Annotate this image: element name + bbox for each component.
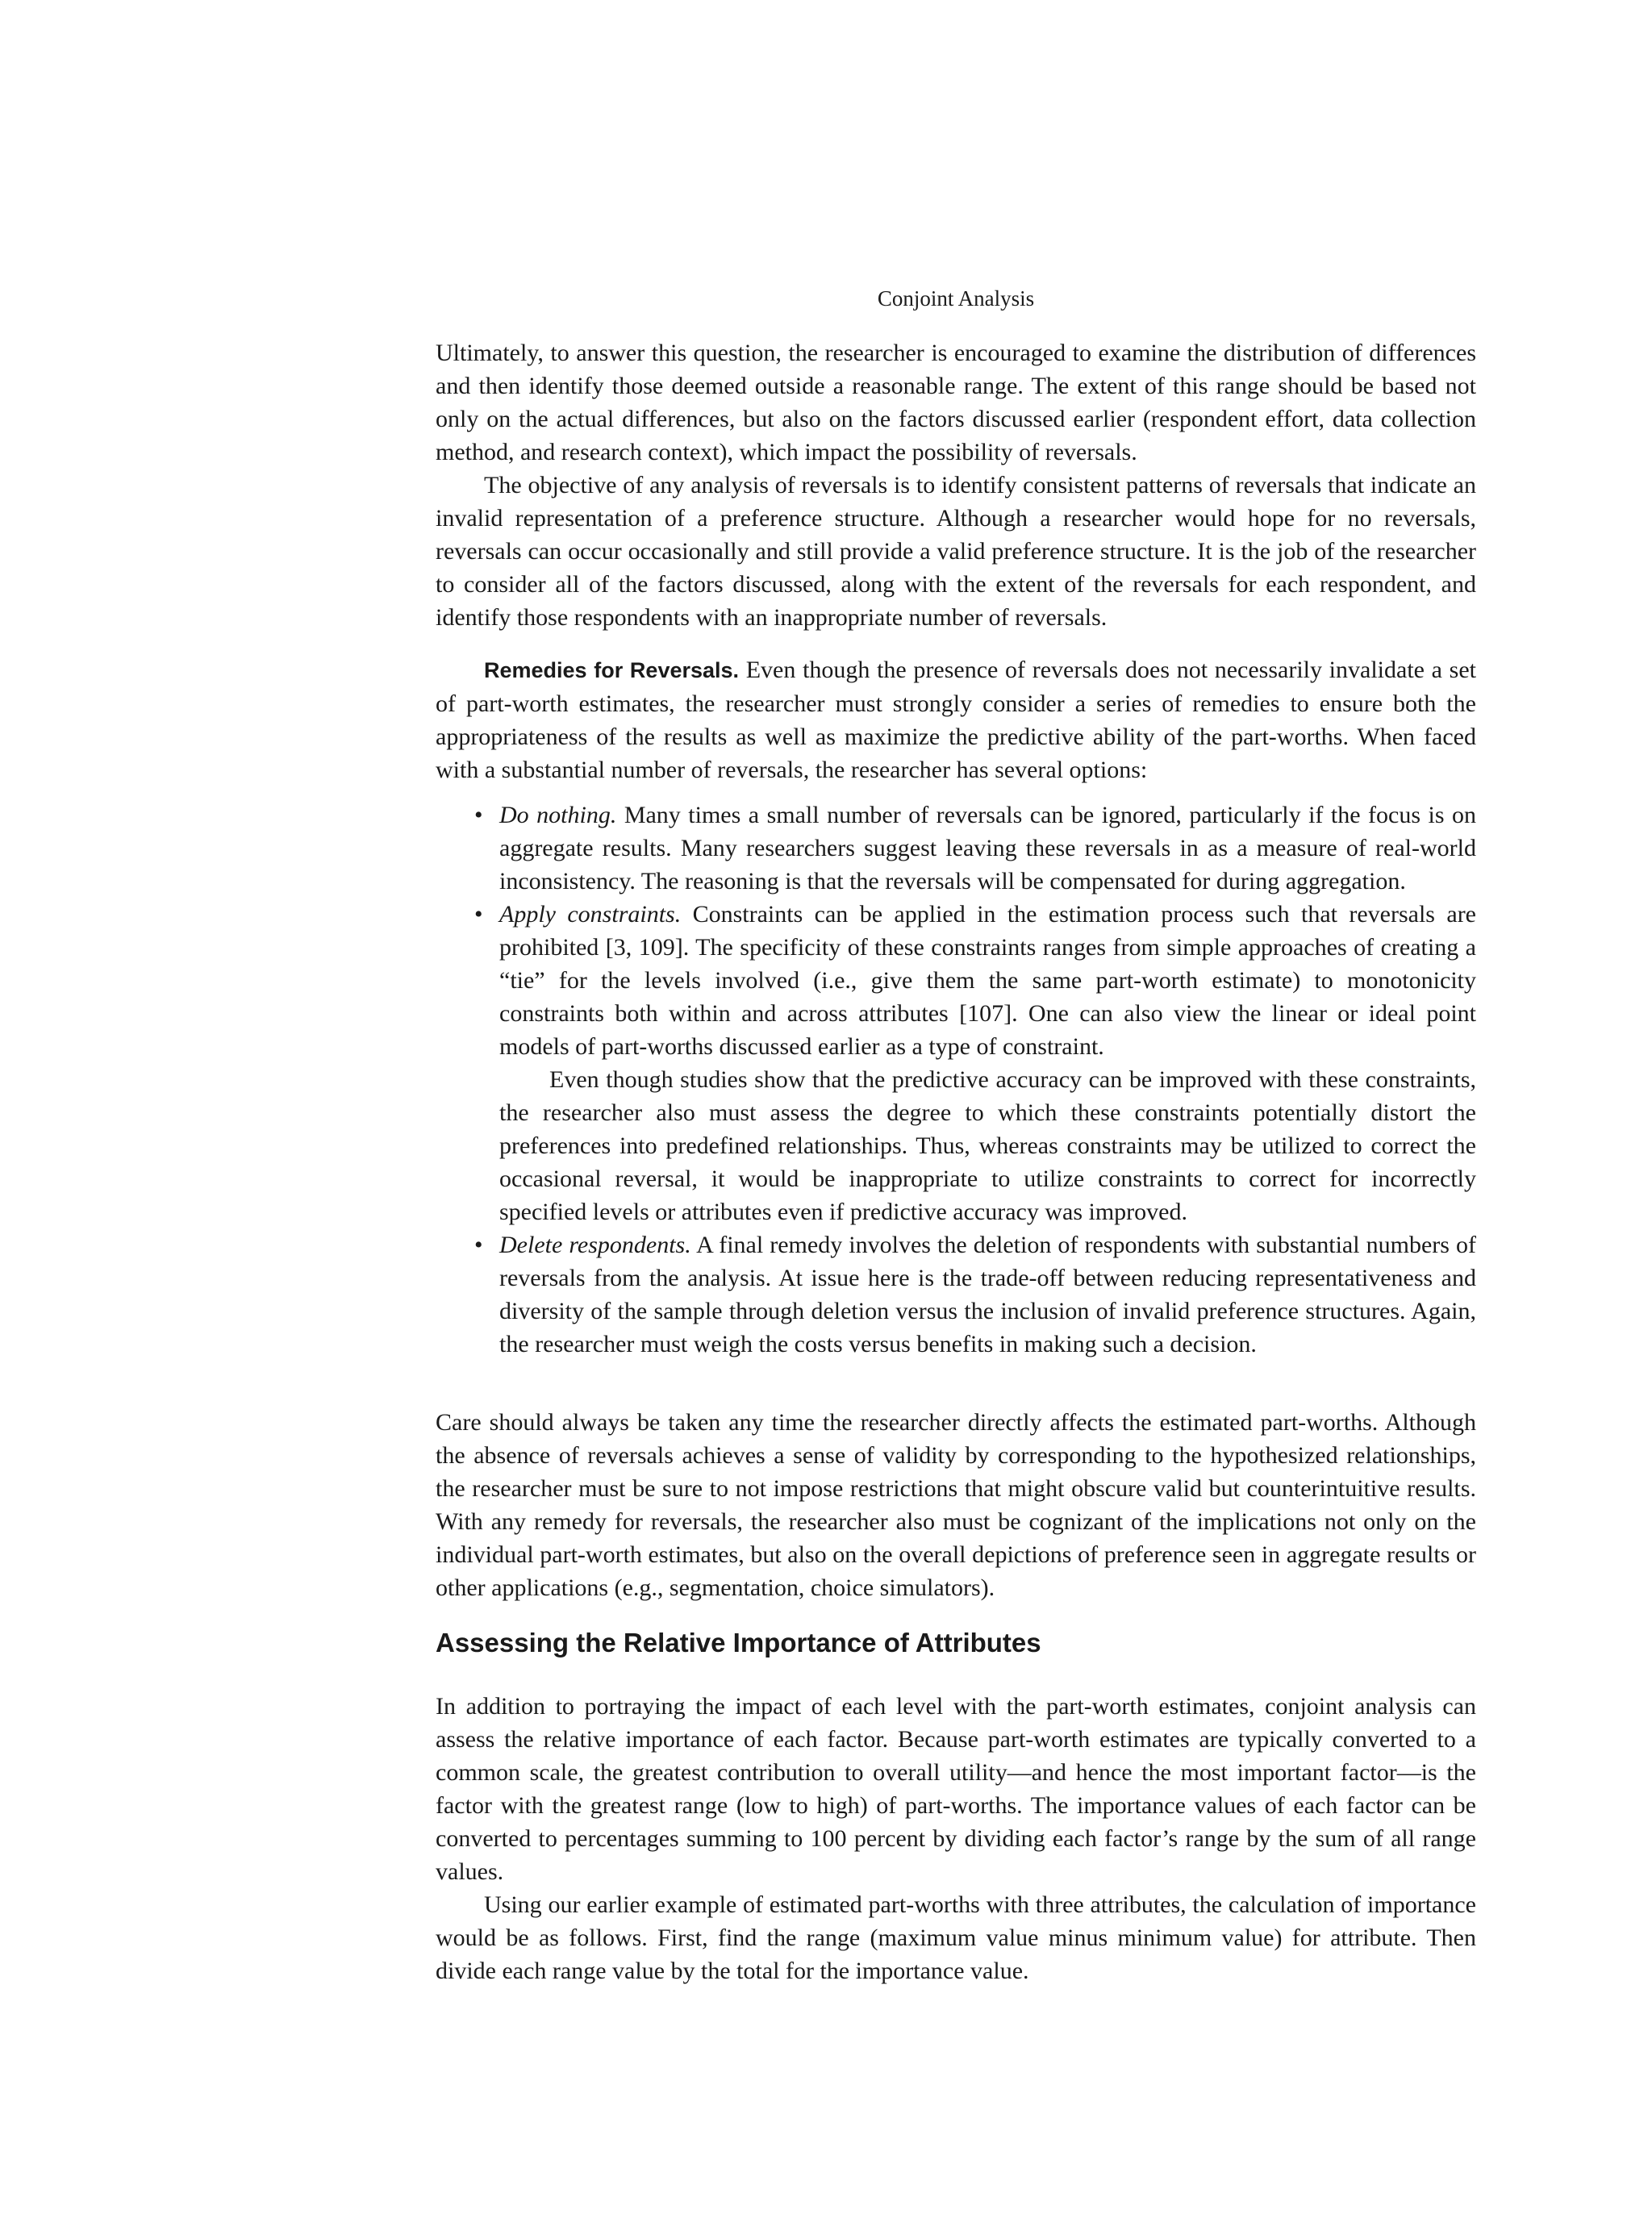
bullet-icon: •	[474, 802, 483, 828]
list-item-text: Many times a small number of reversals can be ignored, particularly if the focus is on aggregate results. Many researchers suggest leaving these reversals in as a measure of real-world inconsistency. The reasoning is that the reversals will be compensated for during aggregation.	[499, 802, 1476, 894]
remedies-list	[474, 799, 1476, 1361]
paragraph-text: Even though the presence of reversals does not necessarily invalidate a set of part-worth estimates, the researcher must strongly consider a series of remedies to ensure both the appropriateness of the results as well as maximize the predictive ability of the part-worths. When faced with a substantial number of reversals, the researcher has several options:	[436, 657, 1476, 783]
running-head: Conjoint Analysis	[877, 286, 1035, 311]
care-paragraph	[436, 1406, 1476, 1604]
paragraph: The objective of any analysis of reversals is to identify consistent patterns of reversals that indicate an invalid representation of a preference structure. Although a researcher would hope for no reversals, reversals can occur occasionally and still provide a valid preference structure. It is the job of the researcher to consider all of the factors discussed, along with the extent of the reversals for each respondent, and identify those respondents with an inappropriate number of reversals.	[436, 472, 1476, 631]
list-item-term: Delete respondents.	[499, 1232, 691, 1258]
bullet-icon: •	[474, 901, 483, 928]
bullet-icon: •	[474, 1232, 483, 1258]
importance-paragraphs	[436, 1690, 1476, 1987]
paragraph: Care should always be taken any time the researcher directly affects the estimated part-worths. Although the absence of reversals achieves a sense of validity by corresponding to the hypothesized relationships, the researcher must be sure to not impose restrictions that might obscure valid but counterintuitive results. With any remedy for reversals, the researcher also must be cognizant of the implications not only on the individual part-worth estimates, but also on the overall depictions of preference seen in aggregate results or other applications (e.g., segmentation, choice simulators).	[436, 1409, 1476, 1601]
list-item	[474, 898, 1476, 1228]
list-item-text: Constraints can be applied in the estimation process such that reversals are prohibited [3, 109]. The specificity of these constraints ranges from simple approaches of creating a “tie” for the levels involved (i.e., give them the same part-worth estimate) to monotonicity constraints both within and across attributes [107]. One can also view the linear or ideal point models of part-worths discussed earlier as a type of constraint.	[499, 901, 1476, 1060]
list-item	[474, 1228, 1476, 1361]
intro-paragraphs	[436, 336, 1476, 634]
paragraph: Using our earlier example of estimated part-worths with three attributes, the calculation of importance would be as follows. First, find the range (maximum value minus minimum value) for attribute. Then divide each range value by the total for the importance value.	[436, 1891, 1476, 1984]
list-item-term: Do nothing.	[499, 802, 617, 828]
paragraph	[436, 653, 1476, 786]
remedies-paragraph	[436, 653, 1476, 786]
run-in-heading: Remedies for Reversals.	[484, 658, 740, 682]
section-heading: Assessing the Relative Importance of Attributes	[436, 1628, 1041, 1657]
list-item-term: Apply constraints.	[499, 901, 682, 928]
list-item-text: A final remedy involves the deletion of respondents with substantial numbers of reversals from the analysis. At issue here is the trade-off between reducing representativeness and diversity of the sample through deletion versus the inclusion of invalid preference structures. Again, the researcher must weigh the costs versus benefits in making such a decision.	[499, 1232, 1476, 1357]
paragraph: Ultimately, to answer this question, the researcher is encouraged to examine the distribution of differences and then identify those deemed outside a reasonable range. The extent of this range should be based not only on the actual differences, but also on the factors discussed earlier (respondent effort, data collection method, and research context), which impact the possibility of reversals.	[436, 340, 1476, 465]
list-item	[474, 799, 1476, 898]
list-item-continuation: Even though studies show that the predictive accuracy can be improved with these constraints, the researcher also must assess the degree to which these constraints potentially distort the preferences into predefined relationships. Thus, whereas constraints may be utilized to correct the occasional reversal, it would be inappropriate to utilize constraints to correct for incorrectly specified levels or attributes even if predictive accuracy was improved.	[499, 1066, 1476, 1225]
paragraph: In addition to portraying the impact of each level with the part-worth estimates, conjoint analysis can assess the relative importance of each factor. Because part-worth estimates are typically converted to a common scale, the greatest contribution to overall utility—and hence the most important factor—is the factor with the greatest range (low to high) of part-worths. The importance values of each factor can be converted to percentages summing to 100 percent by dividing each factor’s range by the sum of all range values.	[436, 1693, 1476, 1885]
